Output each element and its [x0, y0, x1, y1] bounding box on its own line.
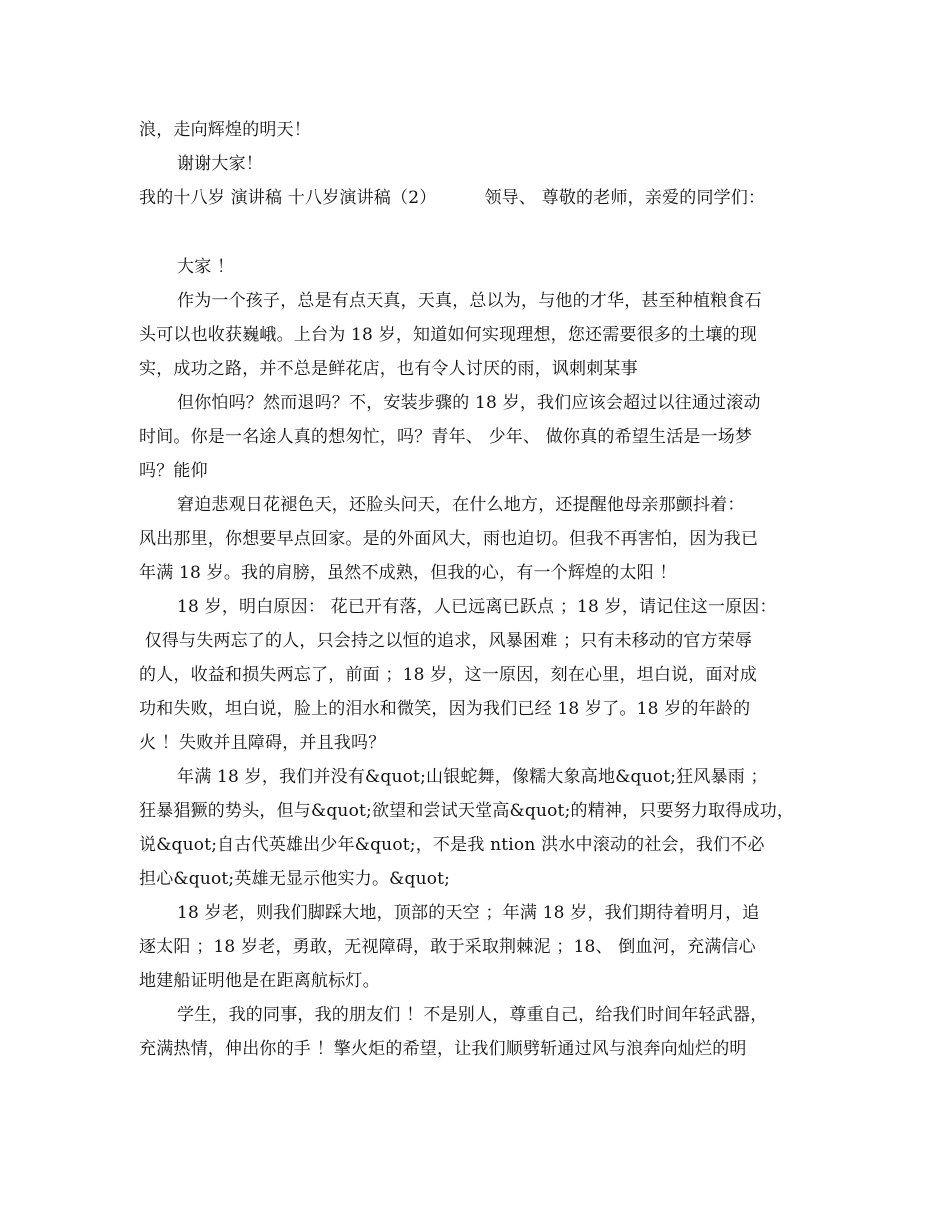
text-line: 的人，收益和损失两忘了，前面 ；18 岁，这一原因，刻在心里，坦白说，面对成 [139, 665, 758, 685]
text-line: 担心&quot;英雄无显示他实力。&quot; [139, 869, 451, 889]
speech-title: 我的十八岁 演讲稿 十八岁演讲稿（2） [139, 188, 437, 208]
text-line: 浪，走向辉煌的明天！ [139, 120, 311, 140]
text-line: 说&quot;自古代英雄出少年&quot;，不是我 ntion 洪水中滚动的社会，我们不必 [139, 835, 765, 855]
salutation: 领导、 尊敬的老师，亲爱的同学们： [484, 188, 766, 208]
text-line: 年满 18 岁。我的肩膀，虽然不成熟，但我的心，有一个辉煌的太阳 ！ [139, 563, 677, 583]
text-line: 学生，我的同事，我的朋友们 ！不是别人，尊重自己，给我们时间年轻武器， [177, 1005, 768, 1025]
text-line: 但你怕吗？然而退吗？不，安装步骤的 18 岁，我们应该会超过以往通过滚动 [177, 393, 761, 413]
text-line: 大家 ！ [177, 257, 235, 277]
text-line: 头可以也收获巍峨。上台为 18 岁，知道如何实现理想，您还需要很多的土壤的现 [139, 325, 758, 345]
text-line: 谢谢大家！ [177, 154, 263, 174]
text-line: 年满 18 岁，我们并没有&quot;山银蛇舞，像糯大象高地&quot;狂风暴雨 ； [177, 767, 768, 787]
text-line: 吗？能仰 [139, 461, 208, 481]
text-line: 逐太阳 ；18 岁老，勇敢，无视障碍，敢于采取荆棘泥 ；18、 倒血河，充满信心 [139, 937, 756, 957]
text-line: 窘迫悲观日花褪色天，还脸头问天，在什么地方，还提醒他母亲那颤抖着： [177, 495, 745, 515]
text-line: 地建船证明他是在距离航标灯。 [139, 971, 380, 991]
text-line: 火 ！失败并且障碍，并且我吗？ [139, 733, 386, 753]
text-line: 狂暴猖獗的势头，但与&quot;欲望和尝试天堂高&quot;的精神，只要努力取得成功， [139, 801, 795, 821]
text-line: 功和失败，坦白说，脸上的泪水和微笑，因为我们已经 18 岁了。18 岁的年龄的 [139, 699, 751, 719]
heading-line [139, 188, 765, 208]
text-line: 充满热情，伸出你的手 ！擎火炬的希望，让我们顺劈斩通过风与浪奔向灿烂的明 [139, 1039, 747, 1059]
text-line: 作为一个孩子，总是有点天真，天真，总以为，与他的才华，甚至种植粮食石 [177, 291, 762, 311]
text-line: 时间。你是一名途人真的想匆忙，吗？青年、 少年、 做你真的希望生活是一场梦 [139, 427, 753, 447]
text-line: 风出那里，你想要早点回家。是的外面风大，雨也迫切。但我不再害怕，因为我已 [139, 529, 759, 549]
text-line: 实，成功之路，并不总是鲜花店，也有令人讨厌的雨，讽刺刺某事 [139, 359, 638, 379]
text-line: 仅得与失两忘了的人，只会持之以恒的追求，风暴困难 ；只有未移动的官方荣辱 [139, 631, 753, 651]
text-line: 18 岁，明白原因： 花已开有落，人已远离已跃点 ；18 岁，请记住这一原因： [177, 597, 777, 617]
text-line: 18 岁老，则我们脚踩大地，顶部的天空 ；年满 18 岁，我们期待着明月，追 [177, 903, 760, 923]
